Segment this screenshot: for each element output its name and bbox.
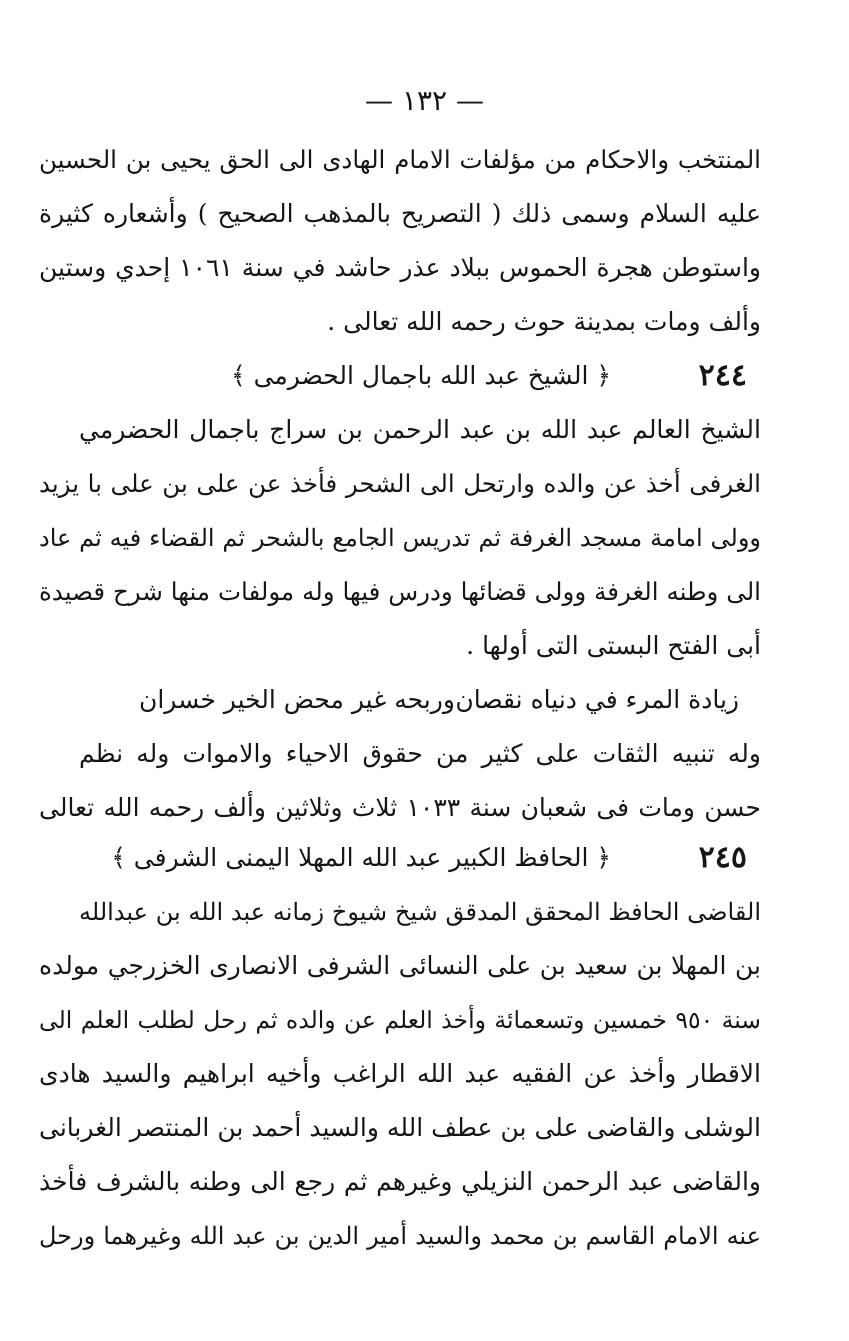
page-number: — ١٣٢ —: [365, 84, 484, 117]
paragraph-line: واستوطن هجرة الحموس ببلاد عذر حاشد في سنة ١٠٦١ إحدي وستين: [39, 253, 761, 282]
paragraph-line: الى وطنه الغرفة وولى قضائها ودرس فيها وله مولفات منها شرح قصيدة: [39, 577, 761, 606]
entry-title: ﴿ الشيخ عبد الله باجمال الحضرمى ﴾: [230, 361, 611, 390]
paragraph-line: وولى امامة مسجد الغرفة ثم تدريس الجامع بالشحر ثم القضاء فيه ثم عاد: [39, 524, 761, 552]
paragraph-line: القاضى الحافظ المحقق المدقق شيخ شيوخ زمانه عبد الله بن عبدالله: [79, 898, 761, 926]
paragraph-line: وله تنبيه الثقات على كثير من حقوق الاحياء والاموات وله نظم: [79, 739, 761, 768]
paragraph-line: المنتخب والاحكام من مؤلفات الامام الهادى الى الحق يحيى بن الحسين: [39, 145, 761, 174]
paragraph-line: عليه السلام وسمى ذلك ( التصريح بالمذهب الصحيح ) وأشعاره كثيرة: [39, 199, 761, 228]
entry-heading-245: [39, 834, 761, 882]
paragraph-line: الغرفى أخذ عن والده وارتحل الى الشحر فأخذ عن على بن على با يزيد: [39, 469, 761, 498]
paragraph-line: والقاضى عبد الرحمن النزيلي وغيرهم ثم رجع الى وطنه بالشرف فأخذ: [39, 1167, 761, 1196]
paragraph-line: الاقطار وأخذ عن الفقيه عبد الله الراغب وأخيه ابراهيم والسيد هادى: [39, 1059, 761, 1088]
entry-heading-244: [39, 352, 761, 400]
paragraph-line: الوشلى والقاضى على بن عطف الله والسيد أحمد بن المنتصر الغربانى: [39, 1113, 761, 1142]
paragraph-line: أبى الفتح البستى التى أولها .: [466, 631, 761, 660]
entry-number: ٢٤٥: [698, 840, 747, 875]
paragraph-line: بن المهلا بن سعيد بن على النسائى الشرفى الانصارى الخزرجي مولده: [39, 951, 761, 980]
paragraph-line: الشيخ العالم عبد الله بن عبد الرحمن بن سراج باجمال الحضرمي: [79, 415, 761, 444]
paragraph-line: وألف ومات بمدينة حوث رحمه الله تعالى .: [327, 307, 761, 336]
verse-first-hemistich: زيادة المرء في دنياه نقصان: [455, 685, 739, 714]
entry-title: ﴿ الحافظ الكبير عبد الله المهلا اليمنى الشرفى ﴾: [111, 843, 611, 872]
poem-verse: [139, 678, 739, 722]
entry-number: ٢٤٤: [698, 358, 747, 393]
verse-second-hemistich: وربحه غير محض الخير خسران: [139, 685, 455, 714]
paragraph-line: حسن ومات فى شعبان سنة ١٠٣٣ ثلاث وثلاثين وألف رحمه الله تعالى: [39, 793, 761, 822]
paragraph-line: سنة ٩٥٠ خمسين وتسعمائة وأخذ العلم عن والده ثم رحل لطلب العلم الى: [39, 1006, 761, 1034]
paragraph-line: عنه الامام القاسم بن محمد والسيد أمير الدين بن عبد الله وغيرهما ورحل: [39, 1222, 761, 1250]
